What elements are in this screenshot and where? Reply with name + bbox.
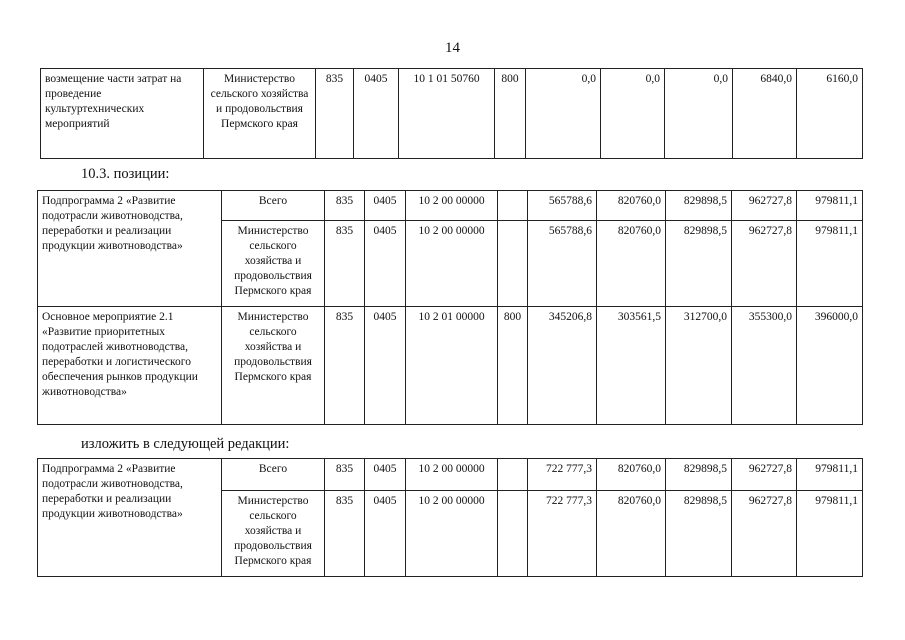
- budget-table-1: [40, 68, 863, 159]
- grbs-code: 835: [325, 459, 365, 491]
- target-article-code: 10 2 00 00000: [406, 459, 498, 491]
- expense-type-code: [498, 191, 528, 221]
- table-row: [38, 191, 863, 221]
- target-article-code: 10 2 00 00000: [406, 491, 498, 577]
- value-year-2: 820760,0: [597, 191, 666, 221]
- budget-table-3: [37, 458, 863, 577]
- program-name: Подпрограмма 2 «Развитие подотрасли животноводства, переработки и реализации продукции животноводства»: [38, 191, 222, 307]
- grbs-code: 835: [316, 69, 354, 159]
- target-article-code: 10 2 00 00000: [406, 191, 498, 221]
- program-name: Подпрограмма 2 «Развитие подотрасли животноводства, переработки и реализации продукции животноводства»: [38, 459, 222, 577]
- section-code: 0405: [365, 459, 406, 491]
- value-year-3: 829898,5: [666, 221, 732, 307]
- grbs-code: 835: [325, 307, 365, 425]
- section-heading-positions: 10.3. позиции:: [81, 166, 170, 182]
- executor: Всего: [222, 191, 325, 221]
- value-year-4: 962727,8: [732, 191, 797, 221]
- value-year-5: 979811,1: [797, 459, 863, 491]
- expense-type-code: [498, 491, 528, 577]
- target-article-code: 10 1 01 50760: [399, 69, 495, 159]
- section-code: 0405: [354, 69, 399, 159]
- value-year-3: 0,0: [665, 69, 733, 159]
- measure-name: Основное мероприятие 2.1 «Развитие приоритетных подотраслей животноводства, переработки и логистического обеспечения рынков продукции животноводства»: [38, 307, 222, 425]
- executor: Министерство сельского хозяйства и продовольствия Пермского края: [222, 307, 325, 425]
- section-code: 0405: [365, 307, 406, 425]
- executor: Министерство сельского хозяйства и продовольствия Пермского края: [222, 221, 325, 307]
- measure-name: возмещение части затрат на проведение культуртехнических мероприятий: [41, 69, 204, 159]
- value-year-2: 820760,0: [597, 221, 666, 307]
- value-year-3: 829898,5: [666, 491, 732, 577]
- value-year-3: 829898,5: [666, 191, 732, 221]
- value-year-1: 565788,6: [528, 191, 597, 221]
- expense-type-code: [498, 459, 528, 491]
- value-year-3: 829898,5: [666, 459, 732, 491]
- value-year-2: 820760,0: [597, 491, 666, 577]
- grbs-code: 835: [325, 221, 365, 307]
- value-year-5: 6160,0: [797, 69, 863, 159]
- expense-type-code: 800: [495, 69, 526, 159]
- value-year-2: 0,0: [601, 69, 665, 159]
- value-year-2: 303561,5: [597, 307, 666, 425]
- value-year-1: 0,0: [526, 69, 601, 159]
- table-row: [41, 69, 863, 159]
- value-year-5: 979811,1: [797, 491, 863, 577]
- expense-type-code: 800: [498, 307, 528, 425]
- section-heading-new-edition: изложить в следующей редакции:: [81, 436, 290, 452]
- value-year-3: 312700,0: [666, 307, 732, 425]
- value-year-4: 355300,0: [732, 307, 797, 425]
- value-year-2: 820760,0: [597, 459, 666, 491]
- section-code: 0405: [365, 491, 406, 577]
- grbs-code: 835: [325, 191, 365, 221]
- value-year-1: 722 777,3: [528, 491, 597, 577]
- value-year-4: 6840,0: [733, 69, 797, 159]
- executor: Министерство сельского хозяйства и продовольствия Пермского края: [222, 491, 325, 577]
- budget-table-2: [37, 190, 863, 425]
- value-year-4: 962727,8: [732, 221, 797, 307]
- executor: Всего: [222, 459, 325, 491]
- target-article-code: 10 2 01 00000: [406, 307, 498, 425]
- value-year-1: 565788,6: [528, 221, 597, 307]
- value-year-5: 979811,1: [797, 191, 863, 221]
- section-code: 0405: [365, 221, 406, 307]
- target-article-code: 10 2 00 00000: [406, 221, 498, 307]
- table-row: [38, 459, 863, 491]
- value-year-1: 345206,8: [528, 307, 597, 425]
- value-year-4: 962727,8: [732, 459, 797, 491]
- expense-type-code: [498, 221, 528, 307]
- table-row: [38, 307, 863, 425]
- value-year-5: 396000,0: [797, 307, 863, 425]
- executor: Министерство сельского хозяйства и продовольствия Пермского края: [204, 69, 316, 159]
- page-number: 14: [445, 40, 460, 56]
- value-year-5: 979811,1: [797, 221, 863, 307]
- value-year-1: 722 777,3: [528, 459, 597, 491]
- section-code: 0405: [365, 191, 406, 221]
- grbs-code: 835: [325, 491, 365, 577]
- value-year-4: 962727,8: [732, 491, 797, 577]
